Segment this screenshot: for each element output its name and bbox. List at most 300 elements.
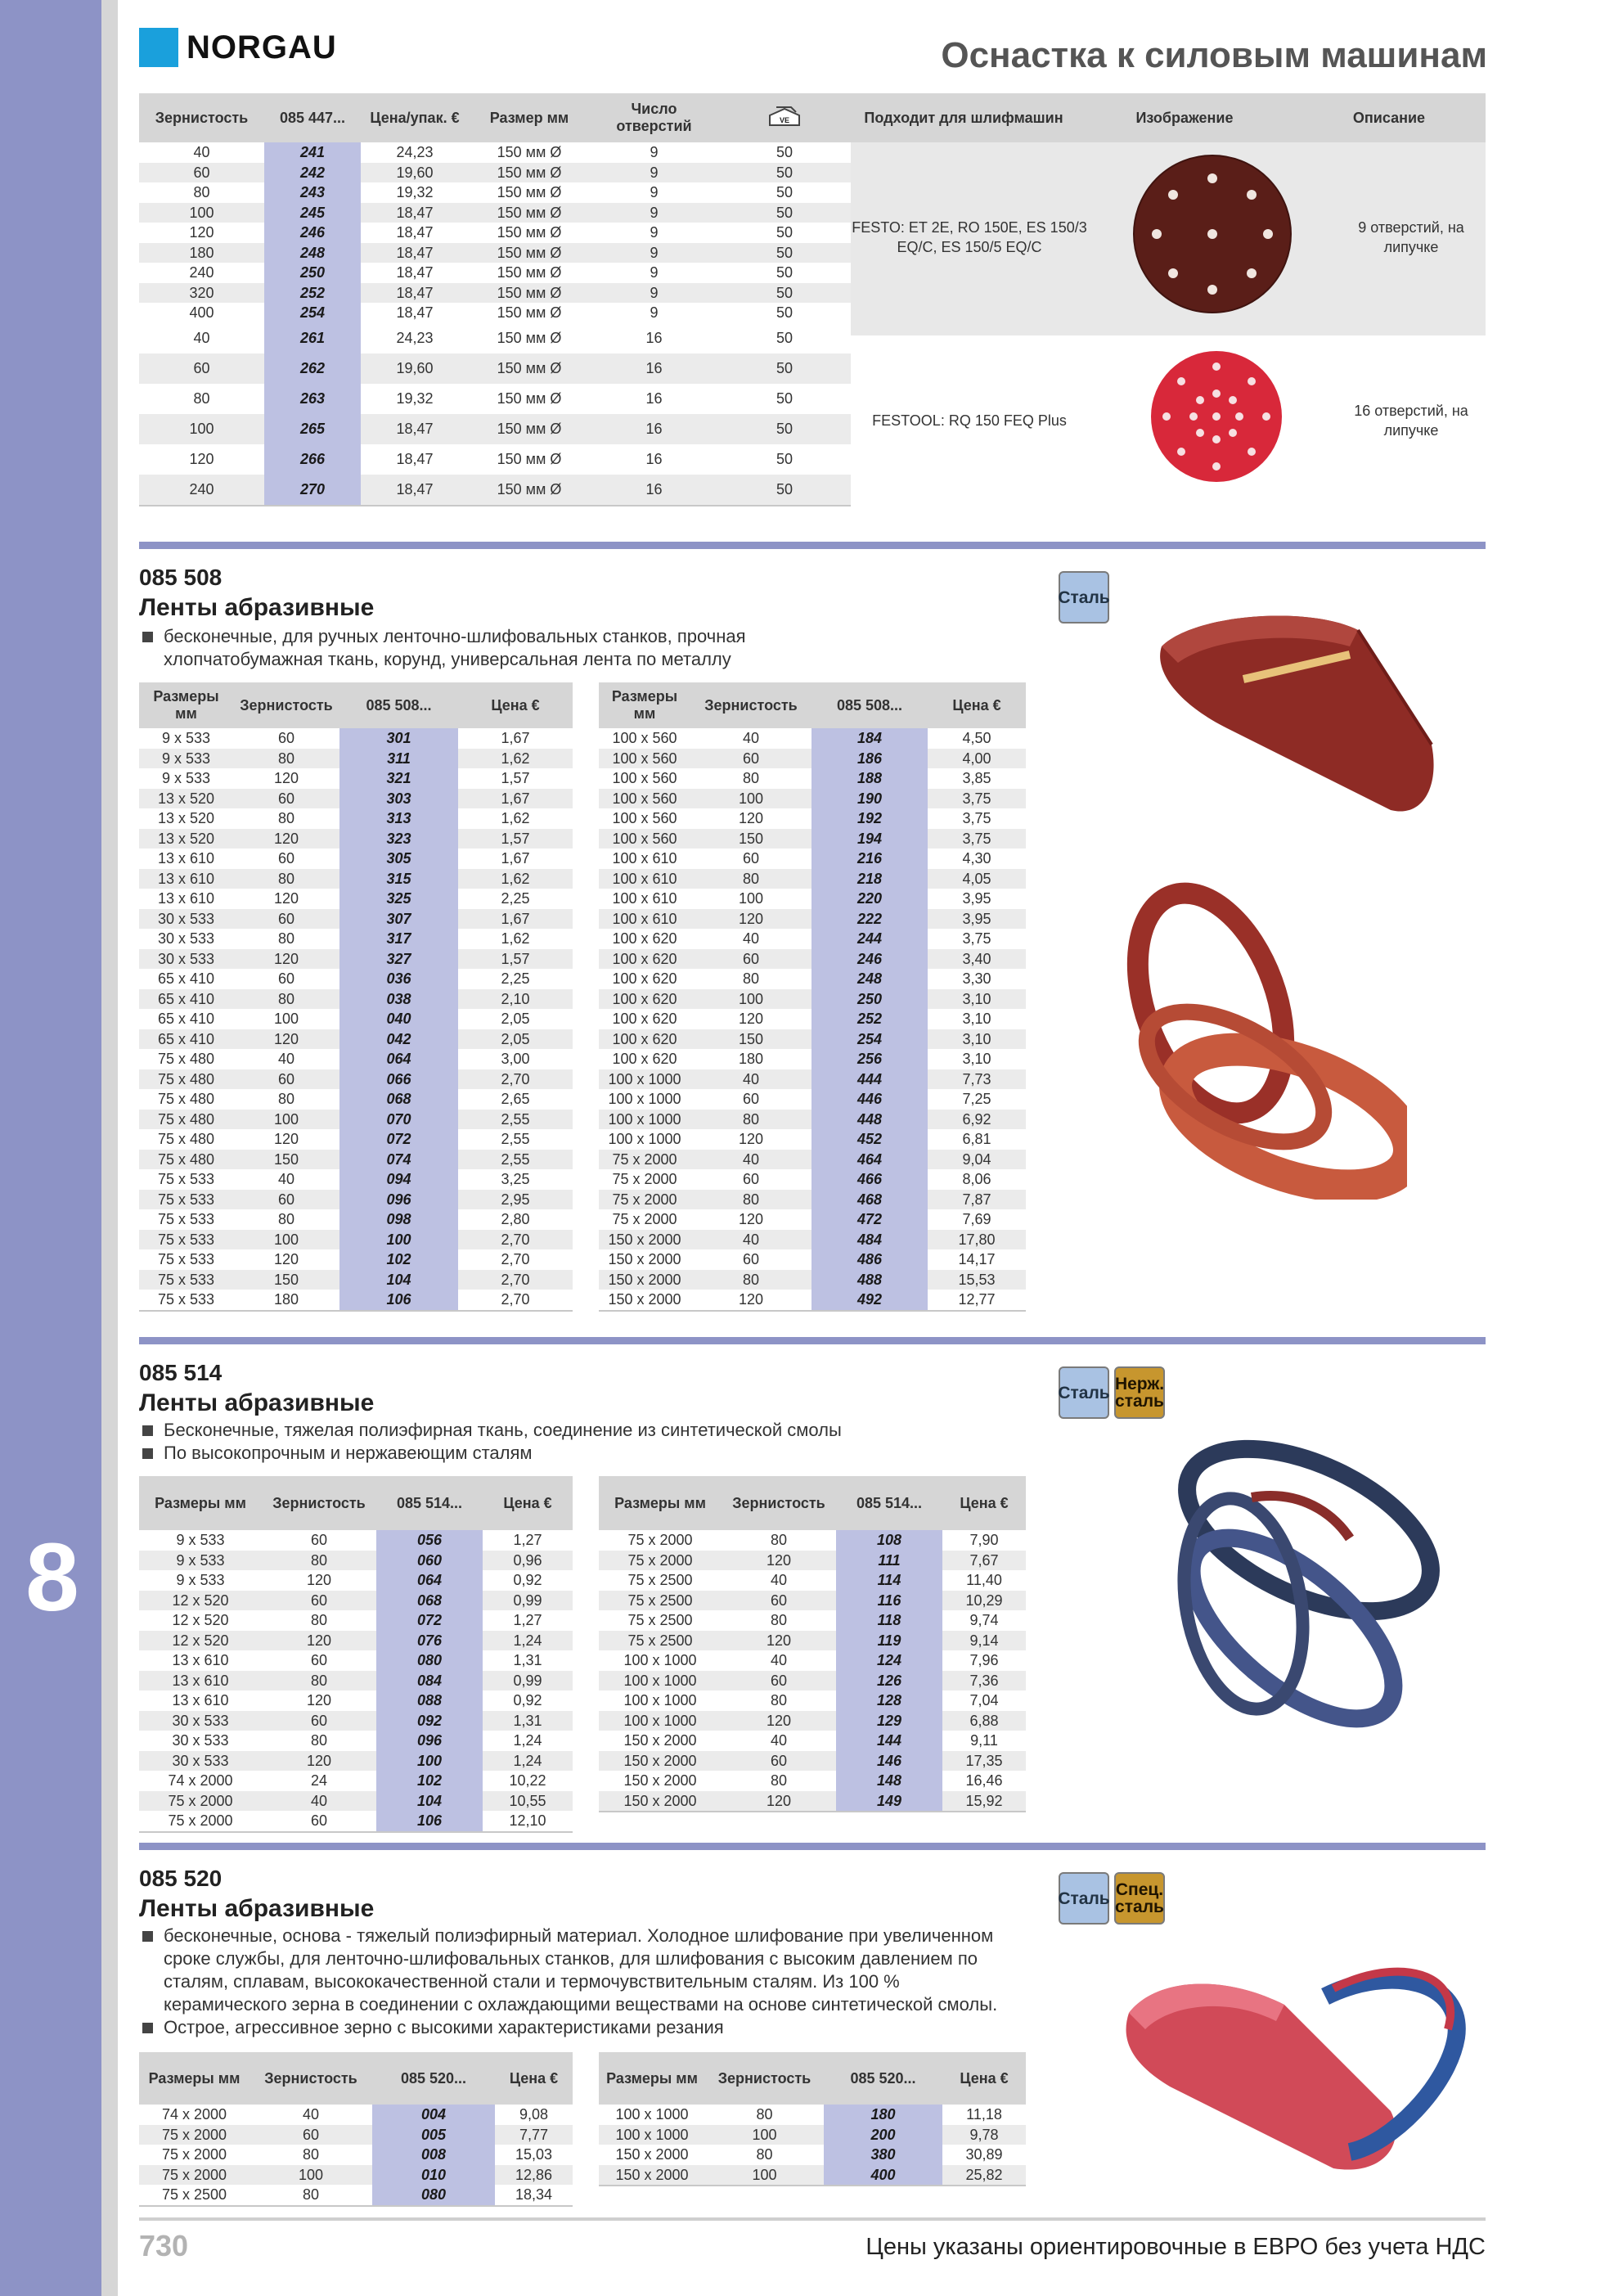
cell-size: 75 x 2000 <box>599 1190 690 1210</box>
cell-price: 4,30 <box>962 850 991 867</box>
cell-price: 1,62 <box>501 930 530 947</box>
brand-logo-icon <box>139 28 178 67</box>
table-row <box>139 163 851 183</box>
cell-grit: 80 <box>193 184 210 200</box>
cell-code: 216 <box>812 849 928 869</box>
cell-holes: 9 <box>650 304 659 321</box>
table-row <box>139 2185 573 2206</box>
cell-size: 150 мм Ø <box>469 414 590 444</box>
cell-code: 486 <box>812 1249 928 1270</box>
cell-price: 3,75 <box>962 810 991 826</box>
col-grit: Зернистость <box>233 682 339 728</box>
section-divider <box>139 542 1486 549</box>
cell-price: 2,10 <box>458 989 573 1010</box>
cell-price: 3,25 <box>501 1171 530 1187</box>
table-row <box>599 1029 1026 1050</box>
chapter-number: 8 <box>25 1524 79 1632</box>
cell-price: 25,82 <box>942 2165 1026 2186</box>
cell-pack: 50 <box>718 203 851 223</box>
cell-grit: 80 <box>262 1551 376 1571</box>
cell-size: 75 x 2000 <box>139 2165 250 2186</box>
cell-price: 18,47 <box>396 304 434 321</box>
cell-code: 266 <box>264 444 361 475</box>
cell-price: 18,47 <box>361 203 469 223</box>
cell-code: 004 <box>372 2105 495 2125</box>
table-row <box>139 1731 573 1751</box>
grit-disc-table-extra-headers <box>851 93 1486 142</box>
col-price: Цена € <box>928 682 1026 728</box>
cell-size: 100 x 560 <box>612 810 677 826</box>
cell-code: 311 <box>339 749 458 769</box>
cell-price: 12,77 <box>928 1290 1026 1311</box>
cell-holes: 9 <box>650 224 659 241</box>
col-price: Цена/упак. € <box>361 93 469 142</box>
table-row <box>139 929 573 949</box>
group2-fits: FESTOOL: RQ 150 FEQ Plus <box>872 412 1067 429</box>
table-row <box>599 989 1026 1010</box>
col-size: Размеры мм <box>139 2052 250 2105</box>
cell-code: 468 <box>812 1190 928 1210</box>
cell-holes: 9 <box>590 203 718 223</box>
cell-price: 8,06 <box>962 1171 991 1187</box>
cell-code: 148 <box>836 1771 942 1791</box>
cell-size: 30 x 533 <box>139 909 233 930</box>
cell-grit: 100 <box>139 203 264 223</box>
cell-grit: 240 <box>189 264 214 281</box>
cell-grit: 80 <box>770 1612 788 1628</box>
cell-grit: 80 <box>770 1772 788 1789</box>
cell-code: 256 <box>812 1049 928 1069</box>
col-grit: Зернистость <box>139 93 264 142</box>
belt-508-image-top <box>1145 597 1456 843</box>
table-row <box>139 1169 573 1190</box>
cell-price: 7,04 <box>969 1692 999 1708</box>
cell-grit: 120 <box>306 1572 332 1588</box>
cell-pack: 50 <box>718 475 851 506</box>
cell-price: 2,70 <box>458 1230 573 1250</box>
table-row <box>139 2105 573 2125</box>
cell-grit: 120 <box>273 1251 299 1267</box>
cell-grit: 80 <box>277 1091 295 1107</box>
cell-size: 13 x 520 <box>139 789 233 809</box>
table-row <box>139 1631 573 1651</box>
cell-grit: 120 <box>233 829 339 849</box>
cell-price: 2,25 <box>501 970 530 987</box>
cell-price: 3,95 <box>962 890 991 907</box>
cell-price: 7,36 <box>942 1671 1026 1691</box>
cell-grit: 80 <box>277 930 295 947</box>
cell-price: 17,80 <box>928 1230 1026 1250</box>
table-row <box>599 1209 1026 1230</box>
belt-514-table-right <box>599 1476 1026 1812</box>
cell-size: 9 x 533 <box>139 749 233 769</box>
cell-price: 30,89 <box>965 2146 1003 2163</box>
cell-grit: 100 <box>738 890 764 907</box>
cell-price: 2,80 <box>501 1211 530 1227</box>
cell-size: 74 x 2000 <box>161 2106 227 2123</box>
cell-code: 129 <box>836 1711 942 1731</box>
table-row <box>139 1230 573 1250</box>
cell-price: 6,88 <box>942 1711 1026 1731</box>
cell-grit: 320 <box>139 283 264 304</box>
cell-size: 150 мм Ø <box>469 283 590 304</box>
cell-price: 3,10 <box>962 1011 991 1027</box>
cell-size: 150 x 2000 <box>615 2146 689 2163</box>
cell-code: 270 <box>264 475 361 506</box>
cell-grit: 120 <box>722 1551 836 1571</box>
cell-code: 262 <box>264 353 361 384</box>
cell-grit: 40 <box>193 144 210 160</box>
belt-520-table-right <box>599 2052 1026 2186</box>
cell-size: 9 x 533 <box>176 1532 225 1548</box>
table-row <box>139 1811 573 1832</box>
cell-size: 65 x 410 <box>139 1029 233 1050</box>
cell-price: 2,70 <box>458 1290 573 1311</box>
belt-508-table-left <box>139 682 573 1312</box>
cell-size: 100 x 620 <box>612 970 677 987</box>
col-grit: Зернистость <box>705 2052 824 2105</box>
cell-price: 1,67 <box>458 789 573 809</box>
cell-price: 7,77 <box>495 2125 573 2145</box>
cell-size: 150 x 2000 <box>608 1251 681 1267</box>
cell-code: 303 <box>339 789 458 809</box>
cell-price: 1,24 <box>483 1631 573 1651</box>
cell-code: 248 <box>812 969 928 989</box>
cell-grit: 120 <box>273 1131 299 1147</box>
cell-price: 2,70 <box>458 1270 573 1290</box>
cell-code: 265 <box>264 414 361 444</box>
table-row <box>599 1650 1026 1671</box>
cell-code: 192 <box>812 808 928 829</box>
cell-grit: 40 <box>770 1652 788 1668</box>
cell-grit: 80 <box>770 1532 788 1548</box>
table-row <box>139 283 851 304</box>
cell-size: 12 x 520 <box>139 1631 262 1651</box>
cell-code: 301 <box>339 728 458 749</box>
cell-grit: 180 <box>139 243 264 263</box>
table-row <box>139 768 573 789</box>
table-row <box>139 1049 573 1069</box>
cell-price: 2,55 <box>458 1150 573 1170</box>
cell-size: 30 x 533 <box>172 1732 229 1749</box>
cell-code: 040 <box>339 1009 458 1029</box>
cell-size: 100 x 1000 <box>599 1110 690 1130</box>
cell-size: 75 x 2000 <box>139 1811 262 1832</box>
cell-price: 1,31 <box>513 1652 542 1668</box>
cell-holes: 16 <box>590 353 718 384</box>
cell-size: 13 x 610 <box>172 1652 229 1668</box>
cell-size: 75 x 2000 <box>599 1150 690 1170</box>
cell-code: 321 <box>339 768 458 789</box>
cell-grit: 80 <box>690 1190 812 1210</box>
col-grit: Зернистость <box>262 1476 376 1530</box>
cell-code: 246 <box>812 949 928 970</box>
col-code: 085 508... <box>339 682 458 728</box>
package-icon <box>767 104 803 128</box>
cell-grit: 40 <box>302 2106 320 2123</box>
cell-grit: 120 <box>738 1131 764 1147</box>
cell-size: 75 x 2000 <box>139 1791 262 1812</box>
cell-code: 042 <box>339 1029 458 1050</box>
cell-grit: 40 <box>742 730 760 746</box>
cell-code: 248 <box>264 243 361 263</box>
cell-price: 4,00 <box>928 749 1026 769</box>
table-row <box>139 444 851 475</box>
cell-code: 472 <box>812 1209 928 1230</box>
section-520-title: Ленты абразивные <box>139 1895 375 1922</box>
cell-size: 150 мм Ø <box>497 389 562 407</box>
cell-price: 4,50 <box>962 730 991 746</box>
cell-size: 100 x 620 <box>612 1051 677 1067</box>
cell-code: 180 <box>824 2105 942 2125</box>
cell-code: 118 <box>836 1610 942 1631</box>
cell-pack: 50 <box>718 283 851 304</box>
cell-code: 186 <box>812 749 928 769</box>
cell-pack: 50 <box>718 163 851 183</box>
cell-grit: 100 <box>705 2125 824 2145</box>
cell-grit: 60 <box>722 1591 836 1611</box>
col-price: Цена € <box>495 2052 573 2105</box>
bullet-item: По высокопрочным и нержавеющим сталям <box>142 1442 1026 1465</box>
cell-price: 1,67 <box>501 850 530 867</box>
col-image: Изображение <box>1077 93 1293 142</box>
table-row <box>599 1530 1026 1551</box>
cell-grit: 40 <box>770 1732 788 1749</box>
cell-code: 080 <box>372 2185 495 2206</box>
cell-size: 75 x 480 <box>139 1110 233 1130</box>
cell-size: 12 x 520 <box>172 1612 229 1628</box>
cell-code: 241 <box>264 142 361 163</box>
cell-size: 150 мм Ø <box>497 304 562 321</box>
cell-size: 100 x 560 <box>612 770 677 786</box>
table-row <box>599 1570 1026 1591</box>
table-row <box>139 749 573 769</box>
cell-price: 18,47 <box>396 450 434 467</box>
cell-price: 18,47 <box>361 243 469 263</box>
cell-code: 305 <box>339 849 458 869</box>
cell-grit: 100 <box>273 1011 299 1027</box>
cell-grit: 80 <box>690 1270 812 1290</box>
cell-grit: 150 <box>233 1150 339 1170</box>
cell-code: 100 <box>376 1751 483 1772</box>
cell-price: 3,30 <box>962 970 991 987</box>
cell-price: 2,05 <box>501 1011 530 1027</box>
cell-size: 74 x 2000 <box>168 1772 233 1789</box>
col-desc: Описание <box>1293 93 1486 142</box>
cell-size: 150 мм Ø <box>497 184 562 200</box>
cell-code: 098 <box>339 1209 458 1230</box>
cell-price: 9,78 <box>942 2125 1026 2145</box>
cell-size: 100 x 1000 <box>608 1091 681 1107</box>
table-row <box>599 1631 1026 1651</box>
cell-code: 149 <box>836 1791 942 1812</box>
cell-code: 005 <box>372 2125 495 2145</box>
cell-size: 100 x 560 <box>599 829 690 849</box>
cell-size: 75 x 533 <box>139 1230 233 1250</box>
table-row <box>139 728 573 749</box>
cell-grit: 80 <box>690 1110 812 1130</box>
table-row <box>139 1129 573 1150</box>
table-row <box>139 1150 573 1170</box>
cell-size: 150 мм Ø <box>469 353 590 384</box>
cell-price: 18,47 <box>396 264 434 281</box>
cell-size: 75 x 2000 <box>599 1551 722 1571</box>
cell-size: 100 x 560 <box>599 749 690 769</box>
cell-code: 194 <box>812 829 928 849</box>
cell-price: 10,55 <box>483 1791 573 1812</box>
cell-price: 1,27 <box>513 1532 542 1548</box>
cell-code: 263 <box>264 384 361 414</box>
cell-code: 243 <box>264 182 361 203</box>
cell-price: 7,69 <box>962 1211 991 1227</box>
cell-size: 13 x 610 <box>157 890 215 907</box>
cell-grit: 400 <box>189 304 214 321</box>
cell-size: 75 x 533 <box>139 1290 233 1311</box>
cell-holes: 9 <box>590 243 718 263</box>
cell-pack: 50 <box>776 264 794 281</box>
cell-size: 100 x 610 <box>612 890 677 907</box>
cell-price: 3,85 <box>962 770 991 786</box>
table-row <box>139 869 573 889</box>
cell-grit: 60 <box>742 1171 760 1187</box>
cell-price: 11,18 <box>966 2106 1002 2123</box>
table-row <box>599 1711 1026 1731</box>
cell-grit: 120 <box>273 890 299 907</box>
cell-pack: 50 <box>718 243 851 263</box>
table-row <box>599 1069 1026 1090</box>
cell-code: 076 <box>376 1631 483 1651</box>
table-row <box>139 1650 573 1671</box>
cell-size: 13 x 610 <box>157 850 215 867</box>
cell-size: 150 мм Ø <box>497 224 562 241</box>
cell-code: 245 <box>264 203 361 223</box>
cell-size: 75 x 2000 <box>139 2125 250 2145</box>
group1-desc: 9 отверстий, на липучке <box>1358 219 1464 255</box>
table-row <box>139 1209 573 1230</box>
cell-price: 3,40 <box>928 949 1026 970</box>
cell-code: 038 <box>339 989 458 1010</box>
cell-code: 102 <box>376 1771 483 1791</box>
cell-code: 104 <box>376 1791 483 1812</box>
cell-price: 15,53 <box>928 1270 1026 1290</box>
cell-size: 75 x 533 <box>139 1190 233 1210</box>
table-row <box>599 2145 1026 2165</box>
cell-code: 188 <box>812 768 928 789</box>
table-row <box>139 303 851 323</box>
cell-code: 327 <box>339 949 458 970</box>
price-note: Цены указаны ориентировочные в ЕВРО без учета НДС <box>865 2234 1486 2260</box>
cell-code: 096 <box>376 1731 483 1751</box>
table-row <box>599 2165 1026 2186</box>
bullet-item: бесконечные, для ручных ленточно-шлифовальных станков, прочная хлопчатобумажная ткань, корунд, универсальная лента по металлу <box>142 625 797 671</box>
cell-grit: 80 <box>193 389 210 407</box>
cell-price: 19,60 <box>361 163 469 183</box>
cell-size: 150 мм Ø <box>469 203 590 223</box>
cell-code: 190 <box>812 789 928 809</box>
cell-price: 2,55 <box>501 1131 530 1147</box>
cell-grit: 60 <box>233 1190 339 1210</box>
cell-code: 106 <box>339 1290 458 1311</box>
table-row <box>139 475 851 506</box>
cell-grit: 60 <box>742 1091 760 1107</box>
table-row <box>139 1711 573 1731</box>
col-code: 085 514... <box>836 1476 942 1530</box>
table-row <box>599 1249 1026 1270</box>
cell-size: 100 x 610 <box>599 869 690 889</box>
cell-price: 1,57 <box>458 949 573 970</box>
badge-steel: Сталь <box>1059 1366 1109 1419</box>
col-size: Размеры мм <box>139 1476 262 1530</box>
cell-code: 102 <box>339 1249 458 1270</box>
badge-steel: Сталь <box>1059 1872 1109 1925</box>
cell-code: 036 <box>339 969 458 989</box>
cell-price: 16,46 <box>965 1772 1003 1789</box>
cell-size: 75 x 2000 <box>612 1211 677 1227</box>
cell-grit: 80 <box>277 810 295 826</box>
cell-size: 100 x 560 <box>599 789 690 809</box>
cell-grit: 120 <box>738 1211 764 1227</box>
cell-price: 1,24 <box>483 1751 573 1772</box>
cell-price: 4,05 <box>928 869 1026 889</box>
cell-code: 116 <box>836 1591 942 1611</box>
table-row <box>139 1751 573 1772</box>
cell-size: 75 x 2500 <box>139 2185 250 2206</box>
cell-grit: 60 <box>233 789 339 809</box>
cell-size: 75 x 480 <box>157 1131 215 1147</box>
cell-price: 3,95 <box>928 909 1026 930</box>
cell-price: 24,23 <box>396 144 434 160</box>
cell-price: 7,90 <box>969 1532 999 1548</box>
section-514-title: Ленты абразивные <box>139 1389 375 1416</box>
table-row <box>139 1089 573 1110</box>
table-row <box>139 1069 573 1090</box>
table-row <box>599 808 1026 829</box>
cell-size: 150 x 2000 <box>599 1290 690 1311</box>
cell-size: 13 x 610 <box>139 1671 262 1691</box>
cell-price: 2,05 <box>458 1029 573 1050</box>
table-row <box>599 1290 1026 1311</box>
section-508-bullets <box>142 625 797 671</box>
section-508-code: 085 508 <box>139 565 223 590</box>
cell-price: 18,47 <box>396 224 434 241</box>
cell-code: 068 <box>376 1591 483 1611</box>
belt-514-table-left <box>139 1476 573 1833</box>
page-number: 730 <box>139 2229 189 2262</box>
cell-grit: 60 <box>250 2125 372 2145</box>
cell-size: 150 мм Ø <box>497 329 562 346</box>
cell-price: 0,99 <box>483 1671 573 1691</box>
cell-grit: 100 <box>705 2165 824 2186</box>
cell-size: 75 x 2000 <box>627 1532 693 1548</box>
cell-grit: 150 <box>690 1029 812 1050</box>
table-row <box>139 808 573 829</box>
cell-price: 19,60 <box>361 353 469 384</box>
badge-stainless: Нерж. сталь <box>1114 1366 1165 1419</box>
table-row <box>139 1009 573 1029</box>
table-row <box>139 142 851 163</box>
cell-price: 6,92 <box>928 1110 1026 1130</box>
cell-code: 380 <box>824 2145 942 2165</box>
cell-size: 75 x 533 <box>157 1251 215 1267</box>
cell-pack: 50 <box>776 329 794 346</box>
cell-code: 252 <box>812 1009 928 1029</box>
cell-size: 100 x 610 <box>612 850 677 867</box>
cell-size: 30 x 533 <box>157 930 215 947</box>
table-row <box>139 1791 573 1812</box>
cell-grit: 180 <box>233 1290 339 1311</box>
table-row <box>139 223 851 243</box>
cell-price: 7,25 <box>962 1091 991 1107</box>
